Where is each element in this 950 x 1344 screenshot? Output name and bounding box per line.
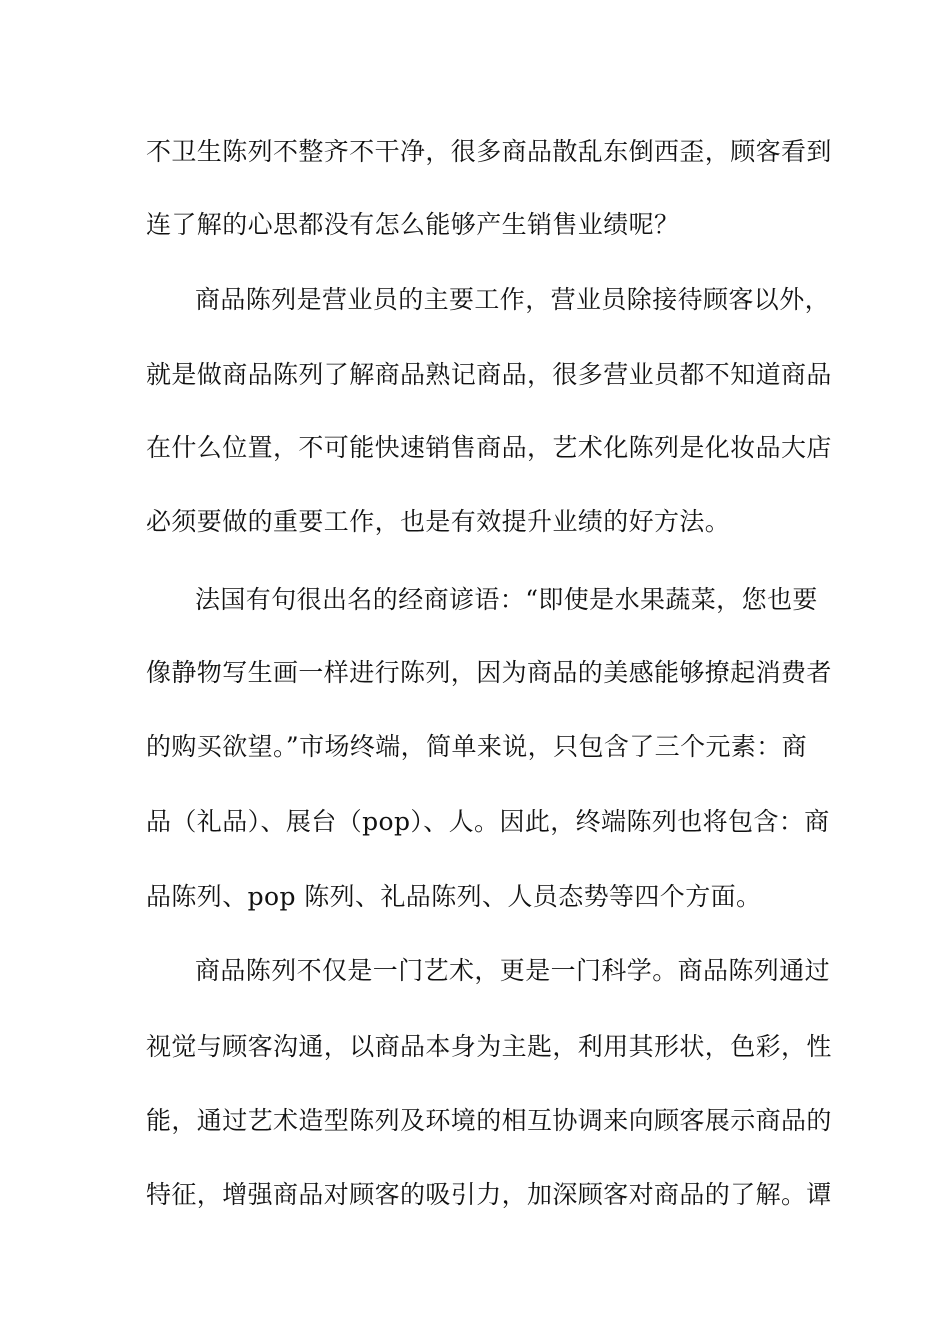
text-line: 视觉与顾客沟通，以商品本身为主匙，利用其形状，色彩，性 <box>146 1032 832 1061</box>
text-line: 的购买欲望。”市场终端，简单来说，只包含了三个元素：商 <box>146 732 808 761</box>
text-line: 能，通过艺术造型陈列及环境的相互协调来向顾客展示商品的 <box>146 1106 832 1135</box>
text-line: 连了解的心思都没有怎么能够产生销售业绩呢？ <box>146 210 680 239</box>
paragraph-start-line: 法国有句很出名的经商谚语：“即使是水果蔬菜，您也要 <box>195 585 818 614</box>
text-line: 在什么位置，不可能快速销售商品，艺术化陈列是化妆品大店 <box>146 433 832 462</box>
text-line: 品（礼品）、展台（pop）、人。因此，终端陈列也将包含：商 <box>146 807 830 836</box>
text-line: 就是做商品陈列了解商品熟记商品，很多营业员都不知道商品 <box>146 360 832 389</box>
text-line: 品陈列、pop 陈列、礼品陈列、人员态势等四个方面。 <box>146 882 762 911</box>
text-line: 特征，增强商品对顾客的吸引力，加深顾客对商品的了解。谭 <box>146 1180 832 1209</box>
text-line: 不卫生陈列不整齐不干净，很多商品散乱东倒西歪，顾客看到 <box>146 137 832 166</box>
text-line: 必须要做的重要工作，也是有效提升业绩的好方法。 <box>146 507 731 536</box>
paragraph-start-line: 商品陈列不仅是一门艺术，更是一门科学。商品陈列通过 <box>195 956 831 985</box>
text-line: 像静物写生画一样进行陈列，因为商品的美感能够撩起消费者 <box>146 658 832 687</box>
paragraph-start-line: 商品陈列是营业员的主要工作，营业员除接待顾客以外， <box>195 285 831 314</box>
